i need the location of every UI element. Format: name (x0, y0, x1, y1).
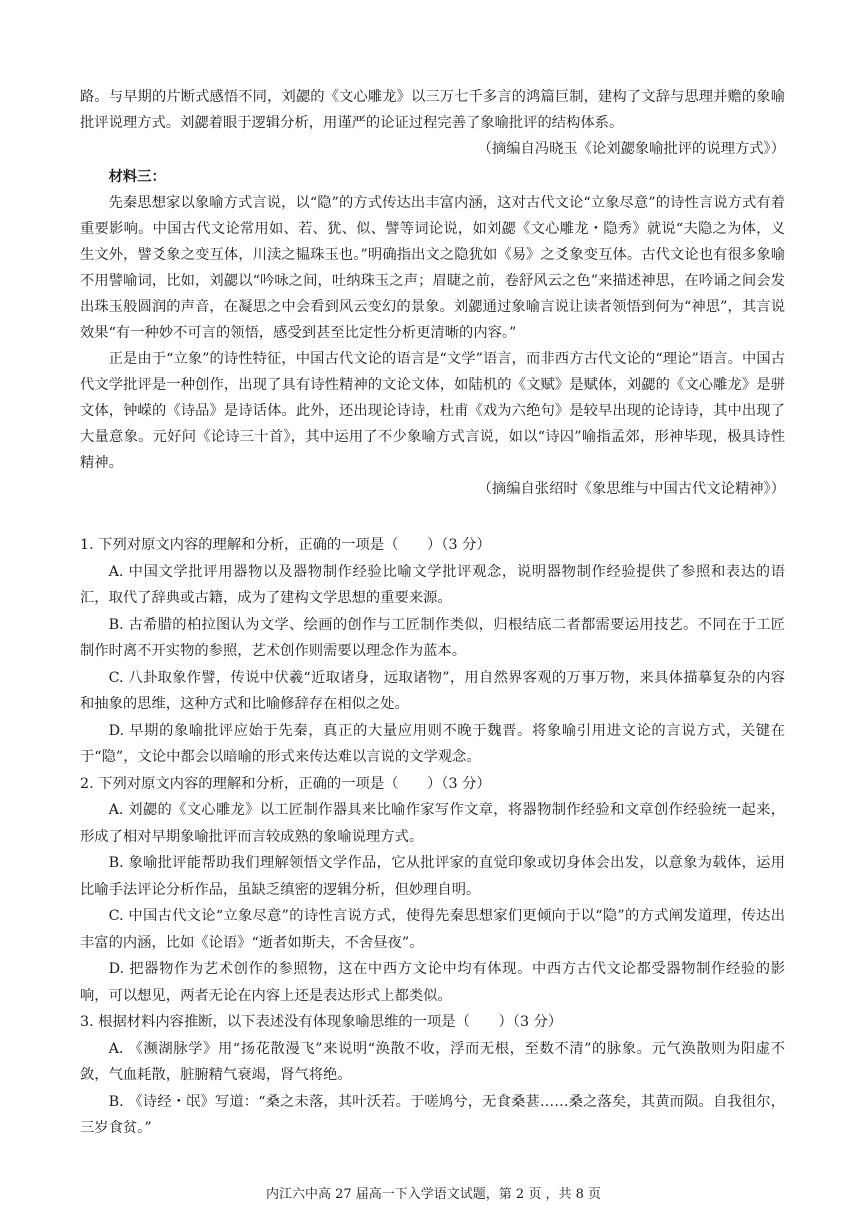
question-2-option-a: A. 刘勰的《文心雕龙》以工匠制作器具来比喻作家写作文章，将器物制作经验和文章创作经验统一起来，形成了相对早期象喻批评而言较成熟的象喻说理方式。 (80, 802, 785, 845)
material-three-heading: 材料三： (108, 169, 166, 185)
question-2-option-b: B. 象喻批评能帮助我们理解领悟文学作品，它从批评家的直觉印象或切身体会出发，以意象为载体，运用比喻手法评论分析作品，虽缺乏缜密的逻辑分析，但妙理自明。 (80, 855, 785, 898)
material-two-paragraph: 路。与早期的片断式感悟不同，刘勰的《文心雕龙》以三万七千多言的鸿篇巨制，建构了文辞与思理并赡的象喻批评说理方式。刘勰着眼于逻辑分析，用谨严的论证过程完善了象喻批评的结构体系。 (80, 89, 785, 131)
questions-section (80, 532, 785, 1142)
question-3-option-a: A. 《濒湖脉学》用“扬花散漫飞”来说明“涣散不收，浮而无根，至数不清”的脉象。元气涣散则为阳虚不敛，气血耗散，脏腑精气衰竭，肾气将绝。 (80, 1040, 785, 1083)
question-3-stem: 3. 根据材料内容推断，以下表述没有体现象喻思维的一项是（ ）（3 分） (80, 1014, 563, 1030)
question-1-option-d: D. 早期的象喻批评应始于先秦，真正的大量应用则不晚于魏晋。将象喻引用进文论的言说方式，关键在于“隐”，文论中都会以暗喻的形式来传达难以言说的文学观念。 (80, 722, 785, 765)
material-three-paragraph-2: 正是由于“立象”的诗性特征，中国古代文论的语言是“文学”语言，而非西方古代文论的“理论”语言。中国古代文学批评是一种创作，出现了具有诗性精神的文论文体，如陆机的《文赋》是赋体，刘勰的《文心雕龙》是骈文体，钟嵘的《诗品》是诗话体。此外，还出现论诗诗，杜甫《戏为六绝句》是较早出现的论诗诗，其中出现了大量意象。元好问《论诗三十首》，其中运用了不少象喻方式言说，如以“诗囚”喻指孟郊，形神毕现，极具诗性精神。 (80, 351, 785, 471)
question-1-option-b: B. 古希腊的柏拉图认为文学、绘画的创作与工匠制作类似，归根结底二者都需要运用技艺。不同在于工匠制作时离不开实物的参照，艺术创作则需要以理念作为蓝本。 (80, 616, 785, 659)
question-2-option-c: C. 中国古代文论“立象尽意”的诗性言说方式，使得先秦思想家们更倾向于以“隐”的方式阐发道理，传达出丰富的内涵，比如《论语》“逝者如斯夫，不舍昼夜”。 (80, 908, 785, 951)
question-3-option-b: B. 《诗经・氓》写道：“桑之未落，其叶沃若。于嗟鸠兮，无食桑葚……桑之落矣，其黄而陨。自我徂尔，三岁食贫。” (80, 1093, 785, 1136)
question-2-option-d: D. 把器物作为艺术创作的参照物，这在中西方文论中均有体现。中西方古代文论都受器物制作经验的影响，可以想见，两者无论在内容上还是表达形式上都类似。 (80, 961, 785, 1004)
material-three-paragraph-1: 先秦思想家以象喻方式言说，以“隐”的方式传达出丰富内涵，这对古代文论“立象尽意”的诗性言说方式有着重要影响。中国古代文论常用如、若、犹、似、譬等词论说，如刘勰《文心雕龙・隐秀》就说“夫隐之为体，义生文外，譬爻象之变互体，川渎之韫珠玉也。”明确指出文之隐犹如《易》之爻象变互体。古代文论也有很多象喻不用譬喻词，比如，刘勰以“吟咏之间，吐纳珠玉之声；眉睫之前，卷舒风云之色”来描述神思，在吟诵之间会发出珠玉般圆润的声音，在凝思之中会看到风云变幻的景象。刘勰通过象喻言说让读者领悟到何为“神思”，其言说效果“有一种妙不可言的领悟，感受到甚至比定性分析更清晰的内容。” (80, 195, 785, 341)
question-1-option-c: C. 八卦取象作譬，传说中伏羲“近取诸身，远取诸物”，用自然界客观的万事万物，来具体描摹复杂的内容和抽象的思维，这种方式和比喻修辞存在相似之处。 (80, 669, 785, 712)
question-2-stem: 2. 下列对原文内容的理解和分析，正确的一项是（ ）（3 分） (80, 775, 491, 792)
material-three-source: （摘编自张绍时《象思维与中国古代文论精神》） (477, 481, 785, 497)
material-three (80, 164, 785, 502)
question-1-stem: 1. 下列对原文内容的理解和分析，正确的一项是（ ）（3 分） (80, 537, 491, 553)
material-two-source: （摘编自冯晓玉《论刘勰象喻批评的说理方式》） (477, 141, 785, 157)
material-two-tail (80, 84, 785, 162)
page-footer: 内江六中高 27 届高一下入学语文试题，第 2 页 ，共 8 页 (265, 1187, 601, 1202)
question-1-option-a: A. 中国文学批评用器物以及器物制作经验比喻文学批评观念，说明器物制作经验提供了参照和表达的语汇，取代了辞典或古籍，成为了建构文学思想的重要来源。 (80, 563, 785, 606)
